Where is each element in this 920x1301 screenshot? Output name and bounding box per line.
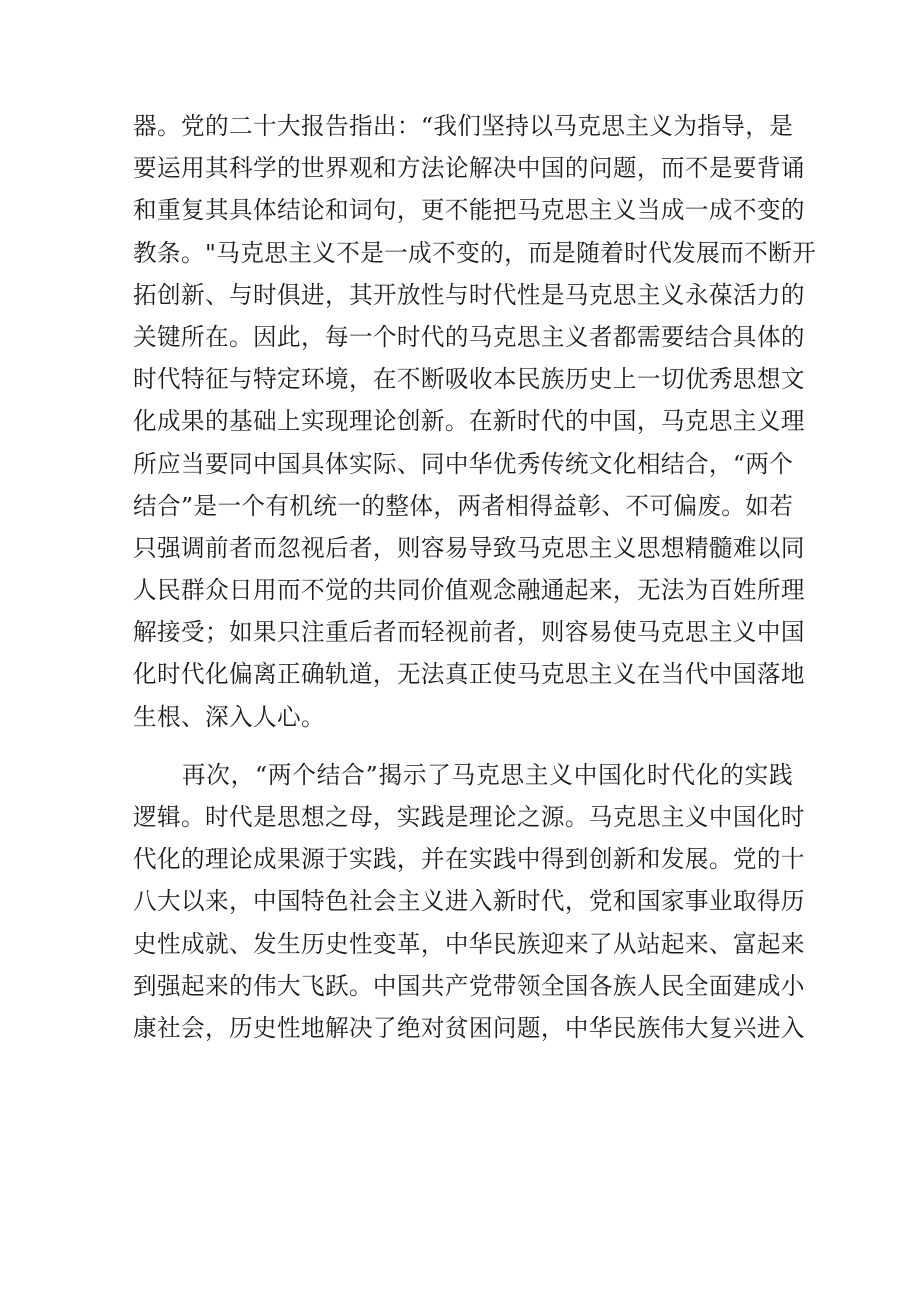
paragraph-2 bbox=[133, 754, 805, 1049]
paragraph-line: 教条。"马克思主义不是一成不变的，而是随着时代发展而不断开 bbox=[133, 238, 817, 267]
paragraph-line: 和重复其具体结论和词句，更不能把马克思主义当成一成不变的 bbox=[133, 196, 805, 225]
paragraph-line: 结合”是一个有机统一的整体，两者相得益彰、不可偏废。如若 bbox=[133, 491, 794, 520]
paragraph-line: 所应当要同中国具体实际、同中华优秀传统文化相结合，“两个 bbox=[133, 449, 794, 478]
paragraph-line: 要运用其科学的世界观和方法论解决中国的问题，而不是要背诵 bbox=[133, 154, 805, 183]
paragraph-line: 拓创新、与时俱进，其开放性与时代性是马克思主义永葆活力的 bbox=[133, 280, 805, 309]
paragraph-line: 只强调前者而忽视后者，则容易导致马克思主义思想精髓难以同 bbox=[133, 533, 805, 562]
paragraph-line: 史性成就、发生历史性变革，中华民族迎来了从站起来、富起来 bbox=[133, 929, 805, 958]
paragraph-gap bbox=[133, 738, 793, 754]
paragraph-line: 时代特征与特定环境，在不断吸收本民族历史上一切优秀思想文 bbox=[133, 365, 805, 394]
paragraph-line: 化时代化偏离正确轨道，无法真正使马克思主义在当代中国落地 bbox=[133, 660, 805, 689]
paragraph-line: 再次，“两个结合”揭示了马克思主义中国化时代化的实践 bbox=[133, 760, 793, 789]
paragraph-line: 人民群众日用而不觉的共同价值观念融通起来，无法为百姓所理 bbox=[133, 576, 805, 605]
paragraph-line: 八大以来，中国特色社会主义进入新时代，党和国家事业取得历 bbox=[133, 887, 805, 916]
paragraph-line: 到强起来的伟大飞跃。中国共产党带领全国各族人民全面建成小 bbox=[133, 971, 805, 1000]
paragraph-line: 化成果的基础上实现理论创新。在新时代的中国，马克思主义理 bbox=[133, 407, 805, 436]
paragraph-line: 生根、深入人心。 bbox=[133, 702, 325, 731]
paragraph-line: 康社会，历史性地解决了绝对贫困问题，中华民族伟大复兴进入 bbox=[133, 1013, 805, 1042]
paragraph-line: 逻辑。时代是思想之母，实践是理论之源。马克思主义中国化时 bbox=[133, 803, 805, 831]
paragraph-line: 关键所在。因此，每一个时代的马克思主义者都需要结合具体的 bbox=[133, 322, 805, 351]
paragraph-line: 器。党的二十大报告指出：“我们坚持以马克思主义为指导，是 bbox=[133, 112, 794, 140]
paragraph-line: 代化的理论成果源于实践，并在实践中得到创新和发展。党的十 bbox=[133, 845, 805, 874]
paragraph-1 bbox=[133, 105, 817, 738]
paragraph-line: 解接受；如果只注重后者而轻视前者，则容易使马克思主义中国 bbox=[133, 618, 805, 647]
document-body bbox=[133, 105, 817, 1049]
